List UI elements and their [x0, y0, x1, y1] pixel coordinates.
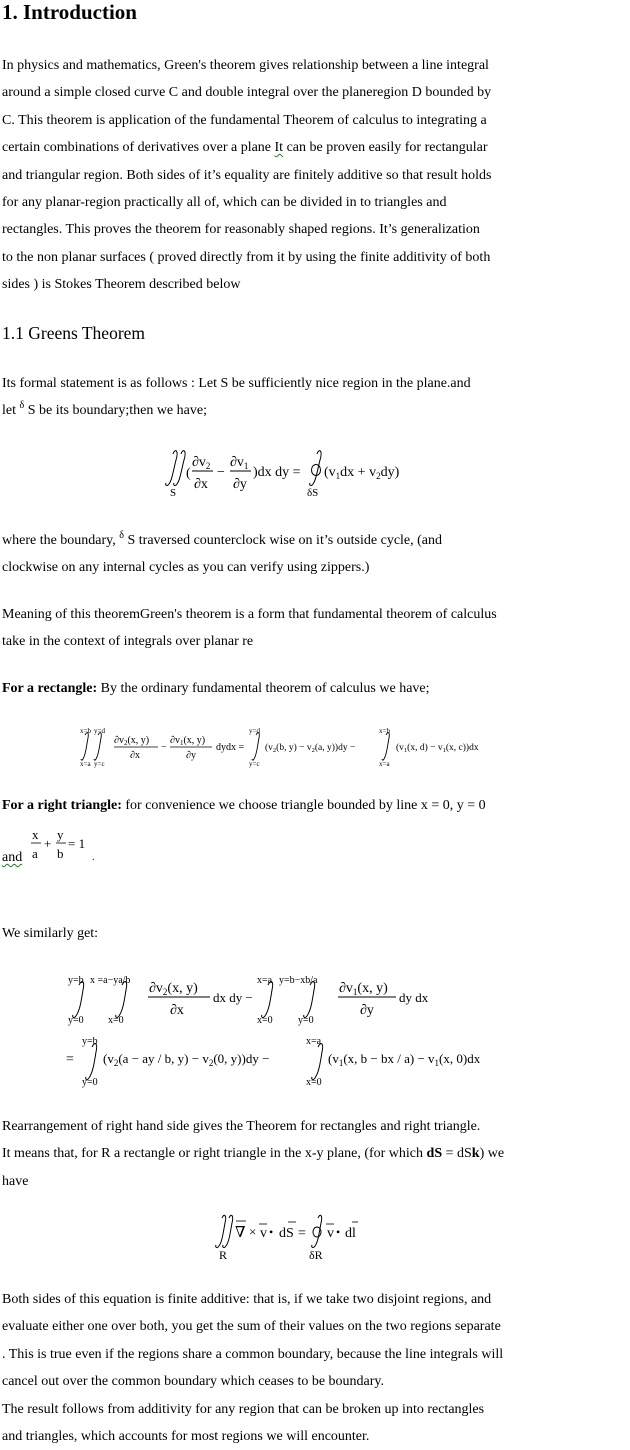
- dS: dS: [279, 1226, 294, 1241]
- integral-sign: [262, 982, 273, 1018]
- intro-line: sides ) is Stokes Theorem described below: [2, 277, 241, 293]
- eq-mid: dydx =: [216, 742, 245, 753]
- final-line: and triangles, which accounts for most regions we will encounter.: [2, 1428, 370, 1444]
- rearrangement-paragraph: [2, 1113, 504, 1195]
- boundary-line-pre: where the boundary,: [2, 533, 120, 548]
- formal-line: Its formal statement is as follows : Let S be sufficiently nice region in the plane.and: [2, 376, 471, 391]
- limit: y=b: [82, 1036, 98, 1047]
- heading-greens-theorem: 1.1 Greens Theorem: [2, 323, 146, 343]
- limit: y=d: [249, 727, 260, 735]
- integral-sign: [312, 1044, 323, 1080]
- intro-line: and triangular region. Both sides of it’s equality are finitely additive so that result holds: [2, 167, 492, 183]
- equation-rectangle-svg: [78, 726, 508, 770]
- limit: y=0: [298, 1015, 314, 1026]
- frac-num: $\partial v_2(x$, y): [149, 981, 198, 997]
- rectangle-line: [2, 675, 430, 702]
- intro-line: [2, 134, 492, 161]
- formal-line-pre: let: [2, 403, 20, 419]
- meaning-line: Meaning of this theoremGreen's theorem is a form that fundamental theorem of calculus: [2, 607, 497, 622]
- equation-curl-svg: [214, 1212, 374, 1262]
- nabla: ∇: [235, 1225, 246, 1241]
- double-integral-sign: [166, 451, 177, 486]
- rearr-line: Rearrangement of right hand side gives the Theorem for rectangles and right triangle.: [2, 1119, 481, 1134]
- limit: y=d: [94, 727, 105, 735]
- final-line: cancel out over the common boundary which ceases to be boundary.: [2, 1374, 385, 1390]
- frac-num: x: [32, 827, 39, 842]
- integral-sign: [304, 982, 315, 1018]
- limit: x=0: [306, 1077, 322, 1088]
- intro-line: rectangles. This proves the theorem for reasonably shaped regions. It’s generalization: [2, 222, 480, 238]
- triangle-line: [2, 792, 486, 819]
- partial-y: ∂y: [233, 477, 247, 492]
- limit: y=b−xb/a: [279, 975, 318, 986]
- intro-line: around a simple closed curve C and double integral over the planeregion D bounded by: [2, 85, 492, 101]
- final-line: . This is true even if the regions share a common boundary, because the line integrals will: [2, 1346, 504, 1362]
- frac-den: a: [32, 846, 38, 861]
- partial-v1: $\partial v_1$: [230, 455, 249, 471]
- equation-rectangle: [78, 726, 508, 770]
- triangle-text: for convenience we choose triangle bounded by line x = 0, y = 0: [121, 798, 486, 813]
- similarly-line: [2, 920, 98, 947]
- eq-mid: dx dy −: [213, 990, 253, 1005]
- double-integral-sign: [223, 1215, 233, 1247]
- meaning-paragraph: [2, 601, 497, 656]
- intro-line: C. This theorem is application of the fundamental Theorem of calculus to integrating a: [2, 112, 487, 128]
- frac-den: ∂x: [170, 1003, 184, 1018]
- boundary-line: clockwise on any internal cycles as you can verify using zippers.): [2, 560, 370, 576]
- limit: y=c: [249, 760, 260, 768]
- rectangle-paragraph: [2, 675, 430, 702]
- integral-sign: [252, 733, 259, 761]
- region-label: S: [170, 487, 177, 499]
- equation-line: [30, 826, 100, 866]
- final-line: The result follows from additivity for any region that can be broken up into rectangles: [2, 1401, 485, 1417]
- equals: =: [66, 1052, 74, 1067]
- rearr-mid: = dS: [442, 1146, 472, 1162]
- equals: =: [298, 1226, 306, 1241]
- equals-one: = 1: [68, 836, 86, 851]
- limit: y=0: [82, 1077, 98, 1088]
- limit: y=b: [68, 975, 84, 986]
- minus: −: [217, 465, 225, 480]
- boundary-label: δS: [307, 487, 319, 499]
- vector-v: v: [260, 1226, 267, 1241]
- minus: −: [161, 742, 167, 753]
- heading-introduction: 1. Introduction: [2, 0, 137, 24]
- and-word: and: [2, 850, 23, 865]
- formal-statement: [2, 370, 471, 425]
- rearr-pre: It means that, for R a rectangle or right triangle in the x-y plane, (for which: [2, 1146, 427, 1162]
- rearr-bold: k: [471, 1146, 480, 1162]
- limit: x =a−ya/b: [90, 975, 131, 986]
- limit: x=a: [257, 975, 273, 986]
- intro-line: In physics and mathematics, Green's theorem gives relationship between a line integral: [2, 58, 489, 73]
- intro-paragraph: [2, 52, 492, 299]
- term: ($v_1(x$, $d) - v_1(x$, c))dx: [396, 743, 479, 754]
- limit: y=c: [94, 760, 105, 768]
- integral-sign: [81, 733, 88, 761]
- integral-sign: [116, 982, 127, 1018]
- limit: x=a: [379, 760, 390, 768]
- final-paragraph: [2, 1286, 503, 1450]
- double-integral-sign: [174, 451, 185, 486]
- limit: x=b: [379, 727, 390, 735]
- term: ($v_2(b$, $y) - v_2(a$, y))dy −: [265, 743, 356, 754]
- triangle-label: For a right triangle:: [2, 798, 122, 813]
- frac-num: y: [57, 827, 64, 842]
- frac-den: b: [57, 846, 64, 861]
- double-integral-sign: [216, 1215, 226, 1247]
- and-line: [2, 844, 22, 871]
- final-line: Both sides of this equation is finite additive: that is, if we take two disjoint regions, and: [2, 1292, 492, 1307]
- triangle-paragraph: [2, 792, 486, 819]
- fraction-num: $\partial v_1(x$, y): [170, 735, 206, 747]
- vector-v: v: [327, 1226, 334, 1241]
- limit: y=0: [68, 1015, 84, 1026]
- boundary-line-post: S traversed counterclock wise on it’s outside cycle, (and: [124, 533, 443, 548]
- times: ×: [249, 1224, 257, 1239]
- plus: +: [44, 836, 52, 851]
- frac-num: $\partial v_1(x$, y): [339, 981, 388, 997]
- paren: (: [186, 466, 191, 481]
- term: ($v_1(x$, b − bx / $a) - v_1(x$, 0)dx: [328, 1051, 481, 1068]
- fraction-den: ∂y: [186, 750, 196, 761]
- rectangle-text: By the ordinary fundamental theorem of calculus we have;: [97, 681, 430, 696]
- rearr-post: ) we: [479, 1146, 505, 1162]
- limit: x=a: [306, 1036, 322, 1047]
- boundary-paragraph: [2, 527, 442, 582]
- rectangle-label: For a rectangle:: [2, 681, 98, 696]
- boundary-label: δR: [309, 1248, 323, 1262]
- equation-curl: [214, 1212, 374, 1262]
- formal-line-post: S be its boundary;then we have;: [24, 403, 207, 419]
- formal-line: [2, 397, 471, 424]
- period: .: [92, 852, 95, 863]
- equation-line-svg: [30, 826, 100, 866]
- fraction-den: ∂x: [130, 750, 140, 761]
- final-line: evaluate either one over both, you get the sum of their values on the two regions separate: [2, 1319, 501, 1335]
- boundary-line: [2, 527, 442, 554]
- dot: •: [336, 1225, 341, 1239]
- eq-rhs: $(v_1dx + v_2dy)$: [324, 465, 400, 481]
- equation-triangle: [62, 970, 532, 1088]
- intro-line: to the non planar surfaces ( proved directly from it by using the finite additivity of both: [2, 249, 491, 265]
- equation-greens-svg: [165, 446, 425, 502]
- limit: x=b: [80, 727, 91, 735]
- partial-x: ∂x: [194, 477, 208, 492]
- integral-sign: [382, 733, 389, 761]
- region-label: R: [219, 1248, 228, 1262]
- limit: x=a: [80, 760, 91, 768]
- fraction-num: $\partial v_2(x$, y): [114, 735, 150, 747]
- rearr-bold: dS: [426, 1146, 443, 1162]
- term: ($v_2(a$ − ay / b, $y) - v_2(0$, y))dy −: [103, 1051, 270, 1068]
- frac-den: ∂y: [360, 1003, 374, 1018]
- partial-v2: $\partial v_2$: [192, 455, 211, 471]
- integral-sign: [73, 982, 84, 1018]
- eq-mid: )dx dy =: [253, 465, 301, 480]
- delta-symbol: δ: [19, 400, 25, 412]
- intro-line-tail: can be proven easily for rectangular: [283, 140, 488, 156]
- equation-greens: [165, 446, 425, 502]
- intro-line: for any planar-region practically all of, which can be divided in to triangles and: [2, 194, 447, 210]
- integral-sign: [94, 733, 101, 761]
- intro-line-text: certain combinations of derivatives over a plane: [2, 140, 272, 156]
- equation-triangle-svg: [62, 970, 532, 1088]
- contour-circle: [312, 465, 321, 476]
- rearr-line: have: [2, 1173, 29, 1189]
- limit: x=0: [257, 1015, 273, 1026]
- rearr-line: [2, 1140, 504, 1167]
- eq-end: dy dx: [399, 990, 429, 1005]
- dl: dl: [345, 1226, 356, 1241]
- similarly-text: We similarly get:: [2, 926, 99, 941]
- meaning-line: take in the context of integrals over planar re: [2, 634, 254, 650]
- limit: x=0: [108, 1015, 124, 1026]
- intro-line-it: It: [274, 140, 284, 156]
- delta-symbol: δ: [119, 530, 124, 541]
- integral-sign: [86, 1044, 97, 1080]
- dot: •: [269, 1225, 274, 1239]
